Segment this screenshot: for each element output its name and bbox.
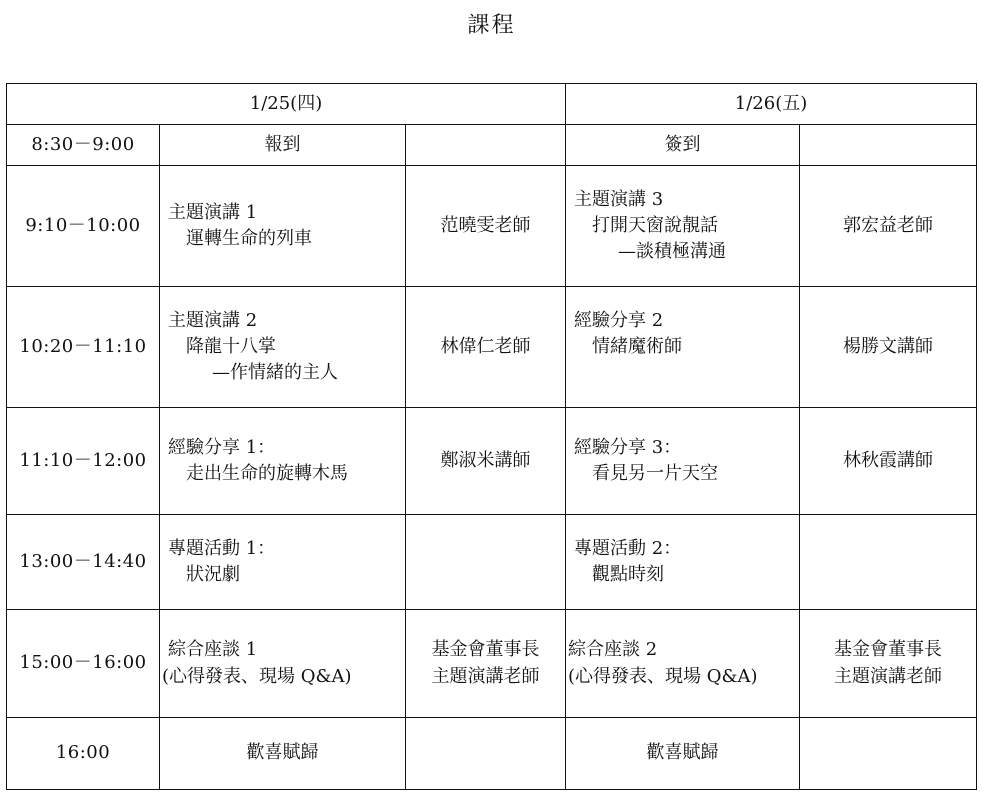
day2-speaker-empty [800, 125, 977, 166]
page-title: 課程 [467, 13, 516, 38]
activity-heading: 經驗分享 2 [574, 309, 664, 331]
activity-heading: 專題活動 2： [574, 537, 682, 559]
activity-subtitle: 走出生命的旋轉木馬 [186, 463, 348, 484]
activity-subtitle: 運轉生命的列車 [186, 228, 312, 249]
activity-subtitle-2: —談積極溝通 [618, 241, 727, 263]
speaker-line-2: 主題演講老師 [834, 665, 943, 687]
day1-speaker: 林偉仁老師 [406, 287, 566, 408]
day2-speaker [800, 610, 977, 718]
day2-activity [566, 515, 800, 610]
activity-subtitle: 打開天窗說靚話 [592, 214, 719, 236]
day2-speaker: 林秋霞講師 [800, 408, 977, 515]
activity-subtitle: (心得發表、現場 Q&A) [568, 665, 758, 687]
speaker-line-1: 基金會董事長 [834, 639, 943, 661]
day1-activity [160, 408, 406, 515]
time-cell: 9:10－10:00 [7, 166, 160, 287]
activity-heading: 主題演講 3 [574, 188, 664, 210]
day2-activity [566, 287, 800, 408]
activity-heading: 主題演講 2 [168, 309, 258, 331]
day2-activity [566, 166, 800, 287]
day2-header: 1/26(五) [566, 84, 977, 125]
table-row [7, 515, 977, 610]
time-cell: 13:00－14:40 [7, 515, 160, 610]
activity-subtitle: 看見另一片天空 [592, 463, 719, 484]
activity-heading: 專題活動 1： [168, 537, 276, 559]
day2-speaker: 楊勝文講師 [800, 287, 977, 408]
day2-activity: 歡喜賦歸 [566, 718, 800, 790]
day1-speaker: 范曉雯老師 [406, 166, 566, 287]
day2-activity [566, 610, 800, 718]
activity-subtitle: 情緒魔術師 [592, 335, 683, 357]
day1-activity [160, 166, 406, 287]
day1-activity [160, 515, 406, 610]
day1-activity: 報到 [160, 125, 406, 166]
day1-speaker-empty [406, 125, 566, 166]
table-row [7, 287, 977, 408]
activity-heading: 綜合座談 2 [568, 639, 658, 661]
activity-subtitle: 降龍十八掌 [186, 335, 276, 357]
day1-speaker-empty [406, 718, 566, 790]
day2-activity [566, 408, 800, 515]
day1-activity: 歡喜賦歸 [160, 718, 406, 790]
day1-speaker-empty [406, 515, 566, 610]
time-cell: 8:30－9:00 [7, 125, 160, 166]
day-header-row [7, 84, 977, 125]
activity-subtitle: 狀況劇 [186, 564, 240, 585]
table-row [7, 408, 977, 515]
time-cell: 16:00 [7, 718, 160, 790]
day2-speaker-empty [800, 515, 977, 610]
day2-activity: 簽到 [566, 125, 800, 166]
activity-heading: 主題演講 1 [168, 201, 258, 223]
activity-heading: 經驗分享 1： [168, 436, 276, 458]
day1-activity [160, 610, 406, 718]
speaker-line-1: 基金會董事長 [431, 639, 540, 661]
time-cell: 11:10－12:00 [7, 408, 160, 515]
table-row [7, 125, 977, 166]
activity-subtitle-2: —作情緒的主人 [212, 362, 338, 384]
day2-speaker-empty [800, 718, 977, 790]
day1-header: 1/25(四) [7, 84, 566, 125]
table-row [7, 166, 977, 287]
table-row [7, 610, 977, 718]
activity-subtitle: (心得發表、現場 Q&A) [162, 665, 352, 687]
schedule-table [6, 83, 977, 790]
day1-activity [160, 287, 406, 408]
time-cell: 10:20－11:10 [7, 287, 160, 408]
activity-heading: 經驗分享 3： [574, 436, 682, 458]
day2-speaker: 郭宏益老師 [800, 166, 977, 287]
activity-subtitle: 觀點時刻 [592, 564, 665, 585]
activity-heading: 綜合座談 1 [168, 639, 258, 661]
speaker-line-2: 主題演講老師 [431, 665, 540, 687]
day1-speaker [406, 610, 566, 718]
day1-speaker: 鄭淑米講師 [406, 408, 566, 515]
table-row [7, 718, 977, 790]
time-cell: 15:00－16:00 [7, 610, 160, 718]
